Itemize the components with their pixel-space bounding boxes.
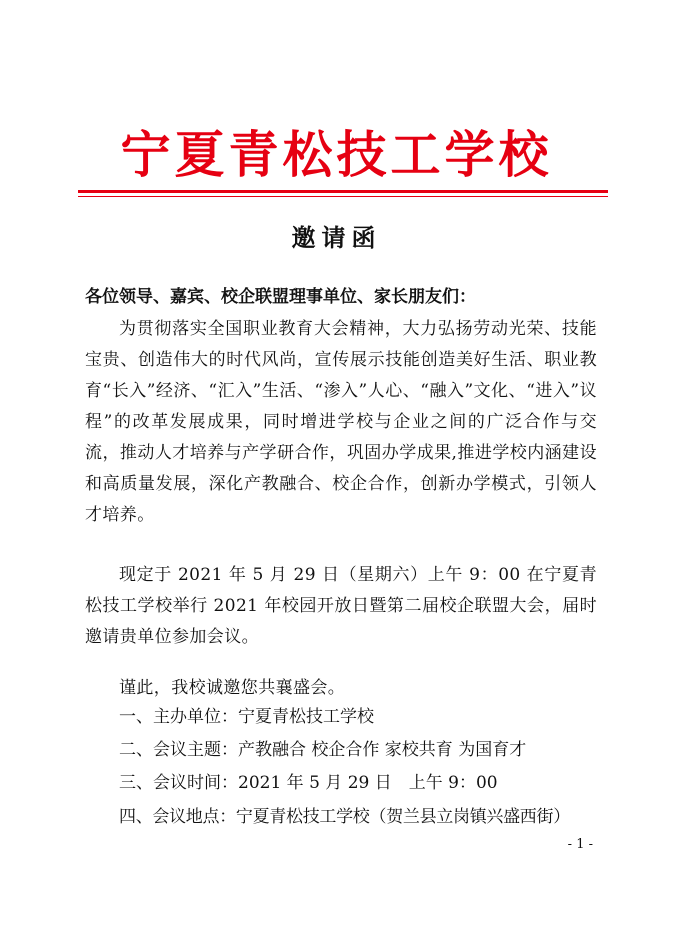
document-title: 邀请函	[291, 223, 382, 252]
list-item-location: 四、会议地点：宁夏青松技工学校（贺兰县立岗镇兴盛西街）	[119, 807, 570, 827]
school-name-header: 宁夏青松技工学校	[120, 126, 553, 184]
list-item-theme: 二、会议主题：产教融合 校企合作 家校共育 为国育才	[119, 740, 527, 760]
page-number: - 1 -	[567, 837, 593, 852]
body-paragraph: 谨此，我校诚邀您共襄盛会。	[119, 678, 346, 698]
header-rule-thick	[78, 190, 608, 193]
body-paragraph: 现定于 2021 年 5 月 29 日（星期六）上午 9：00 在宁夏青松技工学校举行 2021 年校园开放日暨第二届校企联盟大会，届时邀请贵单位参加会议。	[85, 565, 597, 647]
list-item-organizer: 一、主办单位：宁夏青松技工学校	[119, 707, 374, 727]
header-rule-thin	[78, 196, 608, 197]
body-paragraph: 为贯彻落实全国职业教育大会精神，大力弘扬劳动光荣、技能宝贵、创造伟大的时代风尚，宣传展示技能创造美好生活、职业教育“长入”经济、“汇入”生活、“渗入”人心、“融入”文化、“进入”议程”的改革发展成果，同时增进学校与企业之间的广泛合作与交流，推动人才培养与产学研合作，巩固办学成果,推进学校内涵建设和高质量发展，深化产教融合、校企合作，创新办学模式，引领人才培养。	[85, 319, 597, 525]
list-item-time: 三、会议时间：2021 年 5 月 29 日 上午 9：00	[119, 773, 498, 793]
salutation: 各位领导、嘉宾、校企联盟理事单位、家长朋友们：	[85, 287, 476, 307]
